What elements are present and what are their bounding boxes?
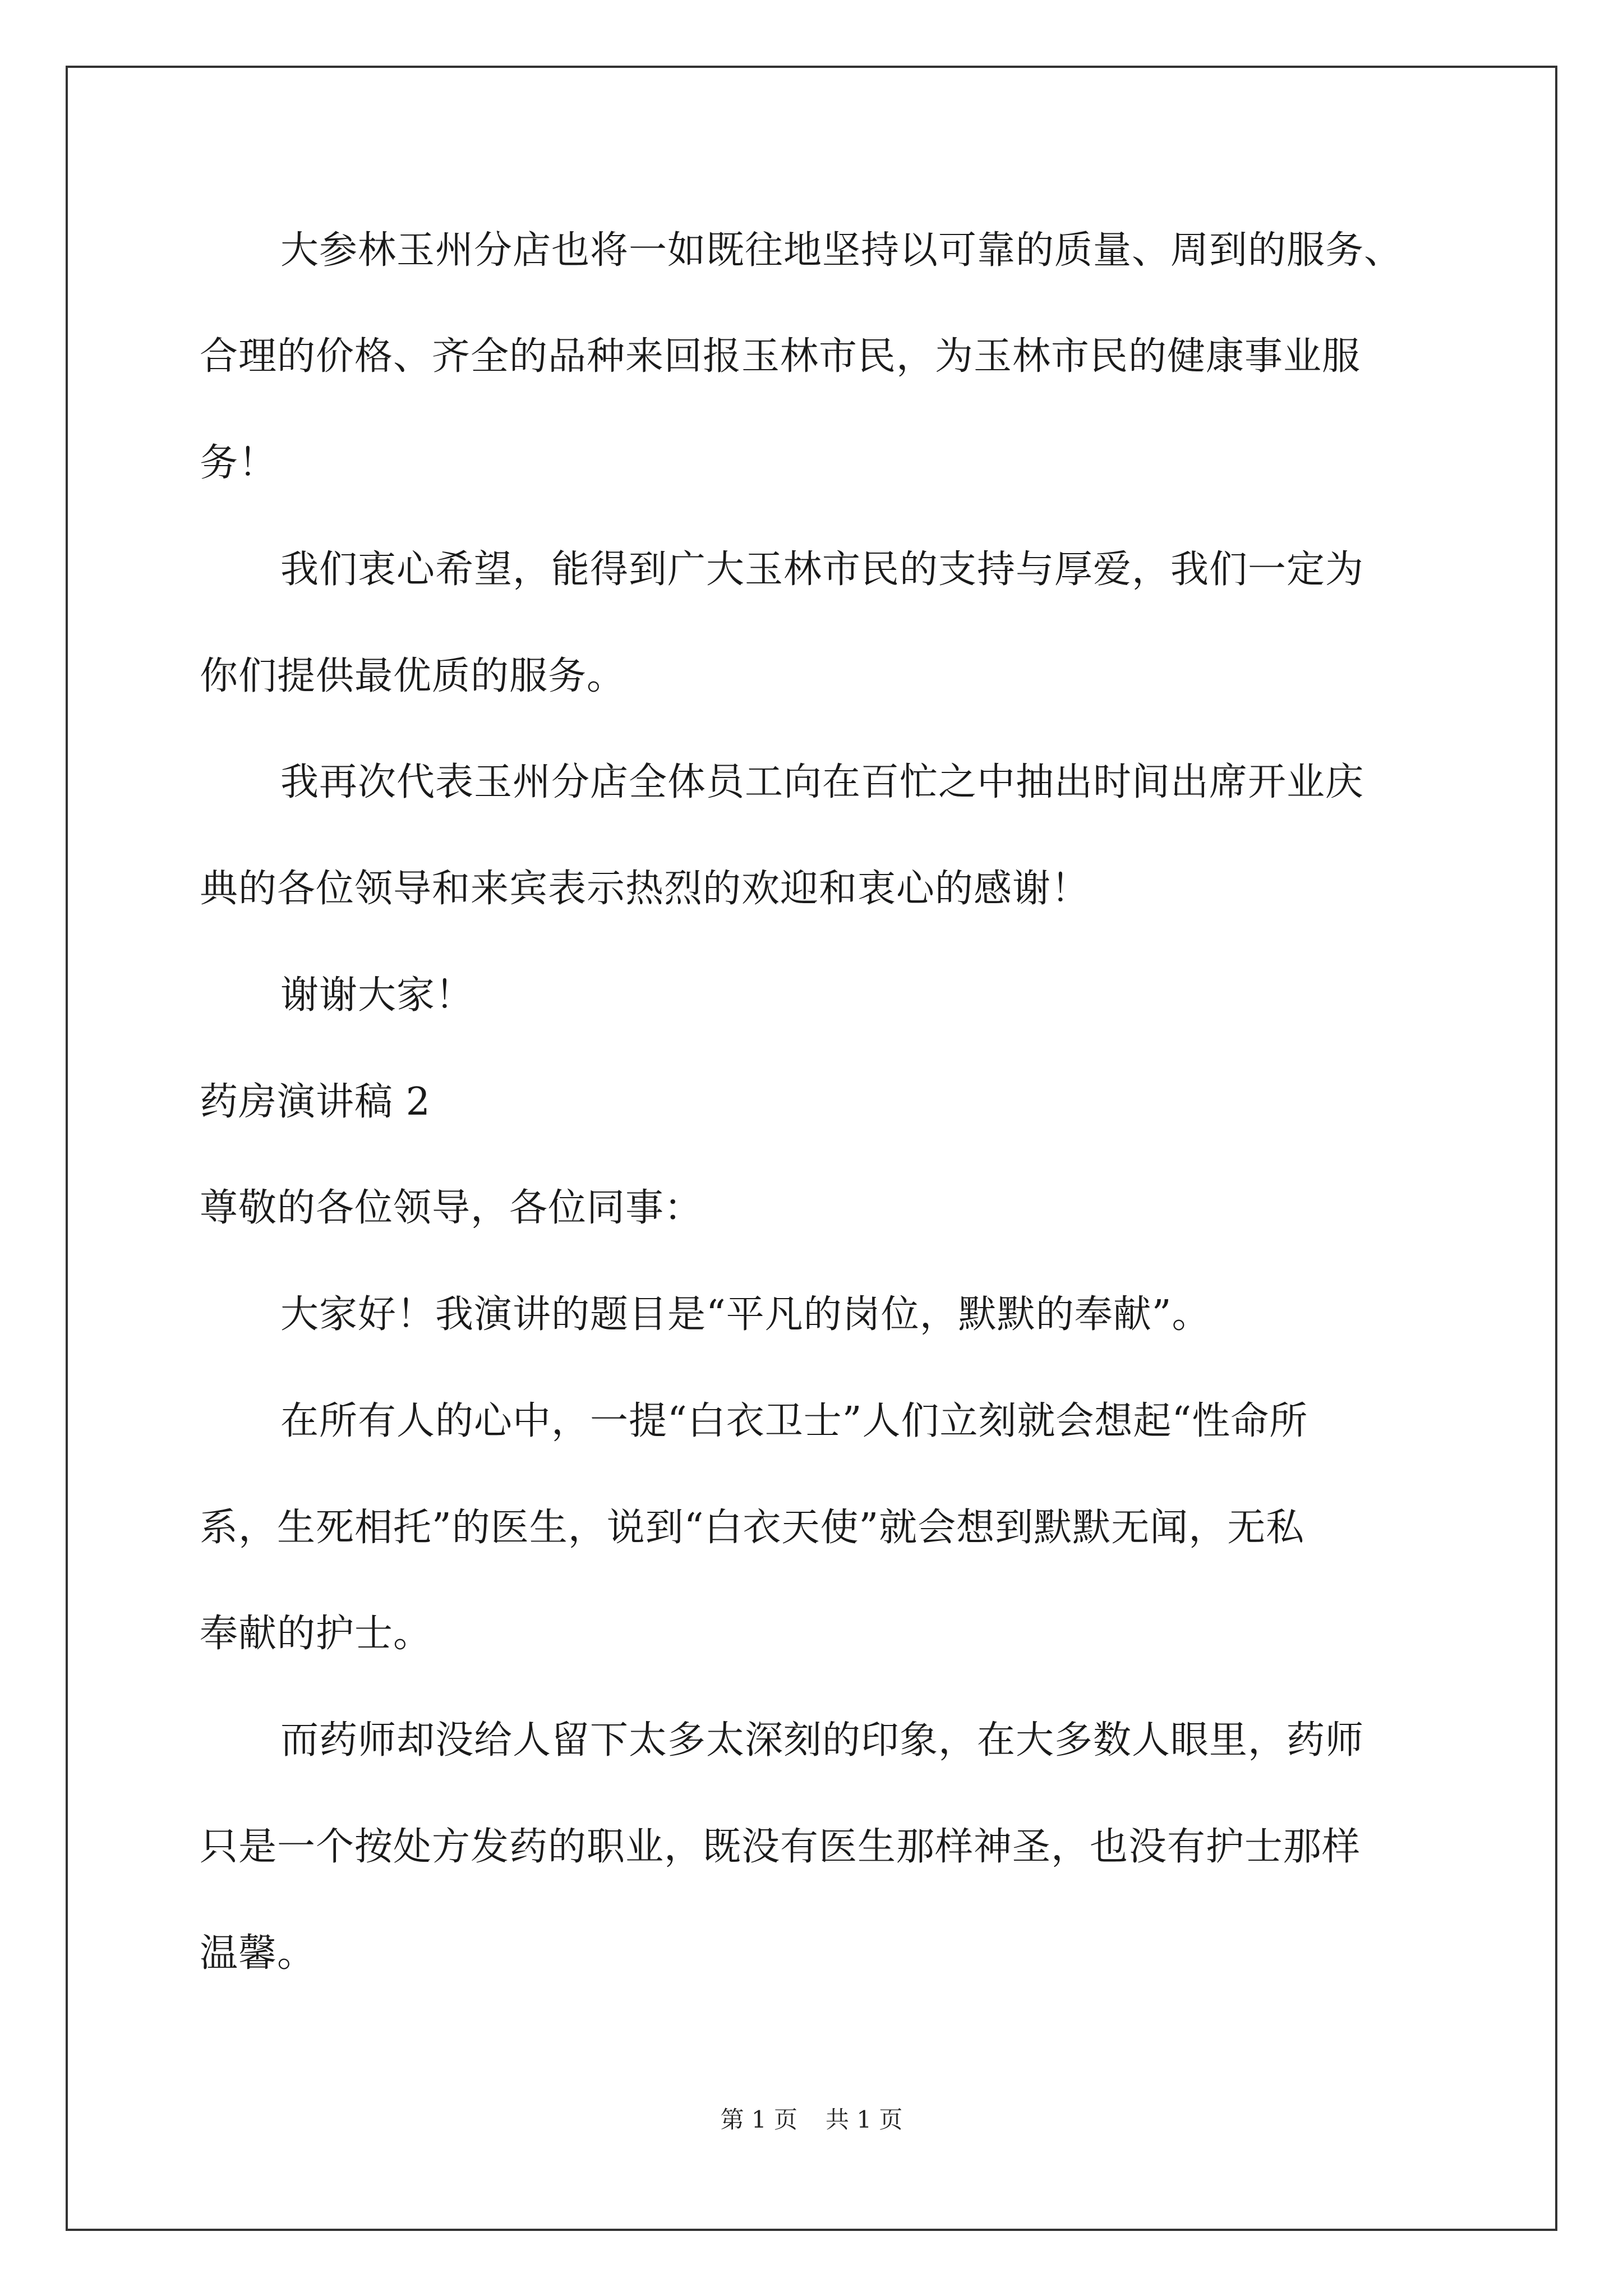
paragraph-line: 奉献的护士。: [200, 1612, 432, 1656]
paragraph-line: 而药师却没给人留下太多太深刻的印象，在大多数人眼里，药师: [280, 1718, 1364, 1763]
paragraph-line: 只是一个按处方发药的职业，既没有医生那样神圣，也没有护士那样: [200, 1825, 1361, 1869]
paragraph-line: 合理的价格、齐全的品种来回报玉林市民，为玉林市民的健康事业服: [200, 334, 1361, 379]
paragraph-line: 典的各位领导和来宾表示热烈的欢迎和衷心的感谢！: [200, 867, 1090, 911]
page-number: 第 1 页: [720, 2106, 797, 2133]
section-heading: 药房演讲稿 2: [200, 1080, 431, 1124]
page-footer: [0, 2108, 1623, 2132]
paragraph-line: 大家好！我演讲的题目是“平凡的岗位，默默的奉献”。: [280, 1292, 1211, 1337]
paragraph-line: 我们衷心希望，能得到广大玉林市民的支持与厚爱，我们一定为: [280, 547, 1364, 592]
paragraph-line: 我再次代表玉州分店全体员工向在百忙之中抽出时间出席开业庆: [280, 760, 1364, 804]
paragraph-line: 在所有人的心中，一提“白衣卫士”人们立刻就会想起“性命所: [280, 1399, 1308, 1443]
salutation: 尊敬的各位领导，各位同事：: [200, 1186, 703, 1230]
page-border: [66, 66, 1557, 2231]
paragraph-line: 谢谢大家！: [280, 973, 474, 1018]
paragraph-line: 温馨。: [200, 1931, 316, 1976]
paragraph-line: 务！: [200, 441, 278, 485]
paragraph-line: 大参林玉州分店也将一如既往地坚持以可靠的质量、周到的服务、: [280, 228, 1403, 273]
paragraph-line: 系，生死相托”的医生，说到“白衣天使”就会想到默默无闻，无私: [200, 1506, 1305, 1550]
paragraph-line: 你们提供最优质的服务。: [200, 654, 626, 698]
page-total: 共 1 页: [826, 2106, 903, 2133]
